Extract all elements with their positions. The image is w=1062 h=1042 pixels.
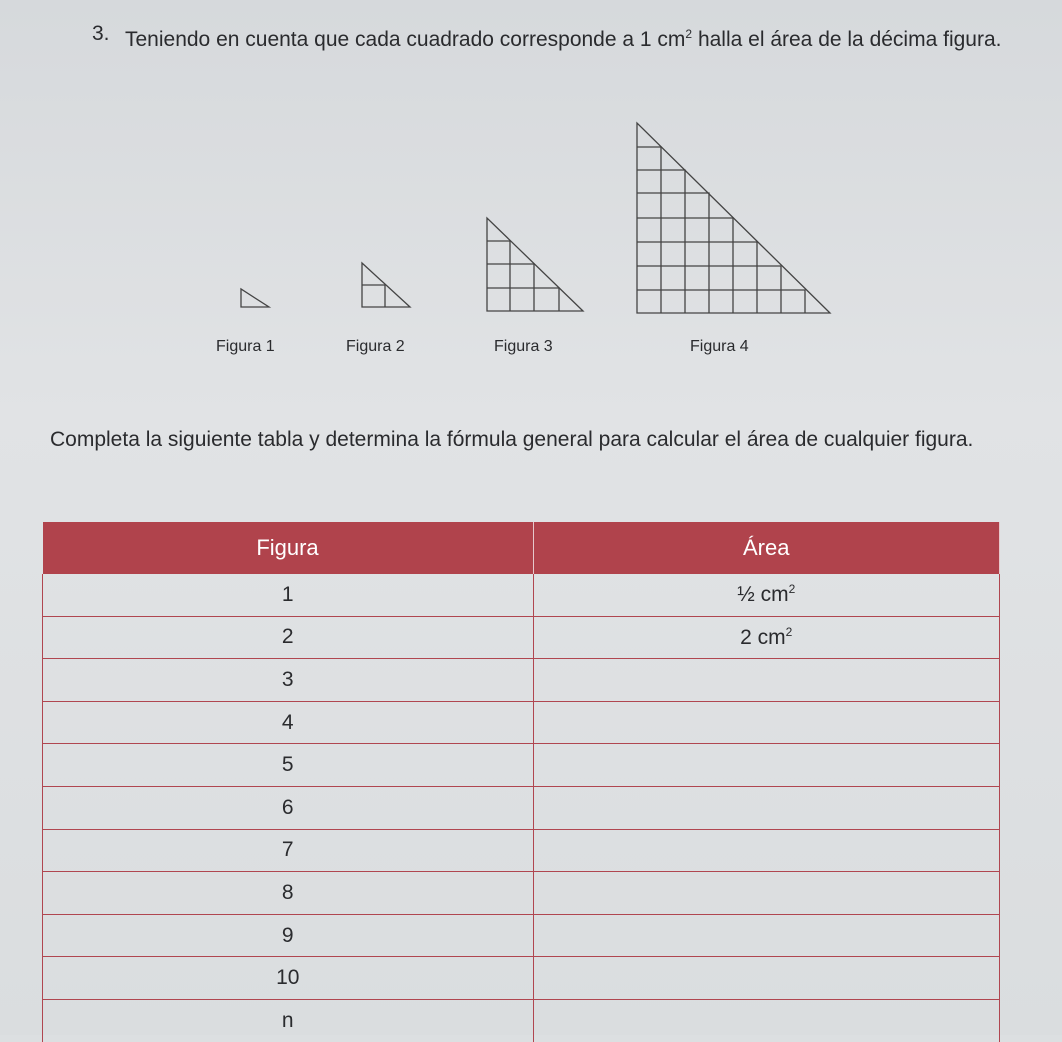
figure-cell: 10: [43, 957, 534, 1000]
table-row: [43, 999, 1000, 1041]
table-row: [43, 914, 1000, 957]
area-cell[interactable]: 2 $cm^2$: [533, 616, 1000, 659]
area-cell[interactable]: [533, 659, 1000, 702]
area-cell[interactable]: [533, 872, 1000, 915]
table-row: [43, 574, 1000, 616]
area-cell[interactable]: [533, 701, 1000, 744]
figure-cell: n: [43, 999, 534, 1041]
table-row: [43, 659, 1000, 702]
figure-cell: 8: [43, 872, 534, 915]
table-row: [43, 957, 1000, 1000]
figure-cell: 7: [43, 829, 534, 872]
figure-4-label: Figura 4: [690, 338, 749, 355]
figure-2-drawing: [362, 263, 410, 307]
figure-1-label: Figura 1: [216, 338, 275, 355]
table-row: [43, 786, 1000, 829]
figure-cell: 3: [43, 659, 534, 702]
problem-text-part1: Teniendo en cuenta que cada cuadrado corresponde a 1: [125, 28, 652, 51]
figure-cell: 4: [43, 701, 534, 744]
figure-cell: 2: [43, 616, 534, 659]
figure-3-label: Figura 3: [494, 338, 553, 355]
table-row: [43, 616, 1000, 659]
area-cell[interactable]: [533, 786, 1000, 829]
figure-2-label: Figura 2: [346, 338, 405, 355]
area-cell[interactable]: [533, 744, 1000, 787]
problem-unit: $cm^2$: [657, 27, 693, 51]
figure-cell: 6: [43, 786, 534, 829]
figure-1-drawing: [241, 289, 269, 307]
figure-cell: 5: [43, 744, 534, 787]
area-cell[interactable]: [533, 829, 1000, 872]
figure-4-drawing: [637, 123, 830, 313]
table-row: [43, 744, 1000, 787]
triangle-figures: [0, 0, 1062, 380]
problem-number: 3.: [92, 22, 110, 45]
area-cell[interactable]: [533, 999, 1000, 1041]
table-row: [43, 872, 1000, 915]
figure-3-drawing: [487, 218, 583, 311]
table-row: [43, 701, 1000, 744]
figure-area-table: [42, 522, 1002, 1042]
table-row: [43, 829, 1000, 872]
area-cell[interactable]: [533, 957, 1000, 1000]
area-cell[interactable]: ½ $cm^2$: [533, 574, 1000, 616]
instruction-text: Completa la siguiente tabla y determina la fórmula general para calcular el área de cualquier figura.: [50, 428, 974, 451]
area-cell[interactable]: [533, 914, 1000, 957]
figure-cell: 9: [43, 914, 534, 957]
header-area: Área: [533, 522, 1000, 574]
problem-text-part2: halla el área de la décima figura.: [697, 28, 1002, 51]
figure-cell: 1: [43, 574, 534, 616]
header-figura: Figura: [43, 522, 534, 574]
